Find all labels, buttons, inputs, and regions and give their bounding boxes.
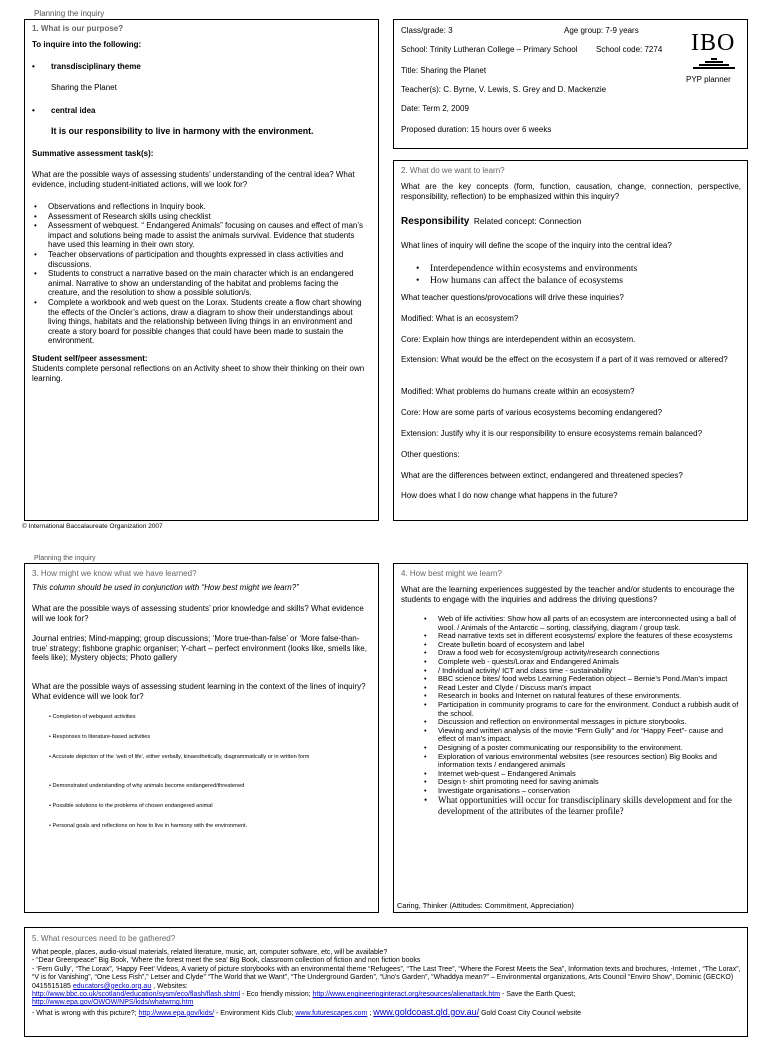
list-item: • Designing of a poster communicating our responsibility to the environment.: [422, 744, 740, 753]
list-item: • Research in books and Internet on natural features of these environments.: [422, 692, 740, 701]
key-concept: [401, 211, 581, 229]
best-learn-box: [393, 563, 748, 913]
unit-date: Date: Term 2, 2009: [401, 104, 469, 113]
summative-task-list: [32, 202, 367, 346]
copyright: © International Baccalaureate Organization 2007: [22, 523, 163, 530]
learning-experiences-list: [422, 615, 740, 817]
epa-whatwrng-link[interactable]: http://www.epa.gov/OWOW/NPS/kids/whatwrng.htm: [32, 999, 194, 1007]
theme-label: transdisciplinary theme: [51, 62, 141, 71]
list-item: • Teacher observations of participation and thoughts expressed in class activities and discussions.: [32, 250, 367, 269]
page-header: Planning the inquiry: [34, 9, 105, 18]
learned-box: [24, 563, 379, 913]
prior-knowledge-answer: Journal entries; Mind-mapping; group discussions; ‘More true-than-false’ or ‘More false-than-true’ strategy; fishbone graphic organiser; Y-chart – perfect environment (looks like, smells like, feels like); Mystery objects; Photo gallery: [32, 634, 367, 663]
best-learn-heading: 4. How best might we learn?: [401, 569, 502, 578]
summative-question: What are the possible ways of assessing students’ understanding of the central idea? What evidence, including student-initiated actions, will we look for?: [32, 170, 355, 189]
question-item: Extension: Justify why it is our responsibility to ensure ecosystems remain balanced?: [401, 429, 703, 438]
concepts-question: What are the key concepts (form, function, causation, change, connection, perspective, responsibility, reflection) to be emphasized within this inquiry?: [401, 182, 741, 201]
list-item: • Viewing and written analysis of the movie “Fern Gully” and /or “Happy Feet”- cause and effect of man’s impact.: [422, 727, 740, 744]
purpose-box: [24, 19, 379, 521]
related-concept: Related concept: Connection: [473, 216, 582, 226]
age-group: Age group: 7-9 years: [564, 26, 639, 35]
peer-heading: Student self/peer assessment:: [32, 354, 148, 363]
list-item: • / Individual activity/ ICT and class time - sustainability: [422, 667, 740, 676]
learned-heading: 3. How might we know what we have learned?: [32, 569, 197, 578]
provocations-question: What teacher questions/provocations will drive these inquiries?: [401, 293, 624, 302]
question-item: Core: Explain how things are interdependent within an ecosystem.: [401, 335, 636, 344]
proposed-duration: Proposed duration: 15 hours over 6 weeks: [401, 125, 552, 134]
list-item: • Internet web-quest – Endangered Animals: [422, 770, 740, 779]
list-item: • Exploration of various environmental websites (see resources section) Big Books and information texts / endangered animals: [422, 753, 740, 770]
resources-websites-3: - What is wrong with this picture?; http://www.epa.gov/kids/ - Environment Kids Club; www.futurescapes.com ; www.goldcoast.qld.gov.au/ Gold Coast City Council website: [32, 1006, 582, 1017]
central-bullet: •: [32, 106, 35, 115]
lines-assessment-question: What are the possible ways of assessing student learning in the context of the lines of inquiry? What evidence will we look for?: [32, 682, 366, 701]
list-item: • Read narrative texts set in different ecosystems/ explore the features of these ecosystems: [422, 632, 740, 641]
list-item: • Web of life activities: Show how all parts of an ecosystem are interconnected using a ball of wool. / Animals of the Antarctic – sorting, classifying, diagram / group task.: [422, 615, 740, 632]
list-item: • Students to construct a narrative based on the main character which is an endangered animal. Narrative to show an understanding of the habitat and problems facing the creature, and the resolution to show a possible solution/s.: [32, 269, 367, 298]
list-item: • How humans can affect the balance of ecosystems: [414, 275, 637, 287]
lines-question: What lines of inquiry will define the scope of the inquiry into the central idea?: [401, 241, 672, 250]
class-grade: Class/grade: 3: [401, 26, 453, 35]
list-item: • Assessment of webquest. “ Endangered Animals” focusing on causes and effect of man’s impact and solutions being made to assist the animals survival. Evidence that students have used this learning in their own story.: [32, 221, 367, 250]
list-item: • Create bulletin board of ecosystem and label: [422, 641, 740, 650]
purpose-heading: 1. What is our purpose?: [32, 24, 124, 33]
key-concept-name: Responsibility: [401, 216, 470, 227]
central-idea-value: It is our responsibility to live in harmony with the environment.: [51, 126, 314, 136]
gecko-email-link[interactable]: educators@gecko.org.au: [72, 982, 152, 990]
question-item: Extension: What would be the effect on the ecosystem if a part of it was removed or altered?: [401, 355, 728, 364]
resources-websites: http://www.bbc.co.uk/scotland/education/sysm/eco/flash/flash.shtml - Eco friendly mission; http://www.engineeringinteract.org/resources/alienattack.htm - Save the Earth Quest;: [32, 991, 576, 999]
assessment-item: • Completion of webquest activities: [49, 714, 136, 720]
list-item: • Draw a food web for ecosystem/group activity/research connections: [422, 649, 740, 658]
learner-profile-attributes: Caring, Thinker (Attitudes: Commitment, Appreciation): [397, 901, 574, 910]
list-item: • Participation in community programs to care for the environment. Conduct a rubbish audit of the school.: [422, 701, 740, 718]
prior-knowledge-question: What are the possible ways of assessing students’ prior knowledge and skills? What evidence will we look for?: [32, 604, 364, 623]
peer-text: Students complete personal reflections on an Activity sheet to show their thinking on their own learning.: [32, 364, 365, 383]
unit-title: Title: Sharing the Planet: [401, 66, 487, 75]
epa-kids-link[interactable]: http://www.epa.gov/kids/: [138, 1009, 215, 1017]
resources-heading: 5. What resources need to be gathered?: [32, 934, 176, 943]
school-code: School code: 7274: [596, 45, 663, 54]
assessment-item: • Responses to literature-based activities: [49, 734, 151, 740]
list-item: • Complete a workbook and web quest on the Lorax. Students create a flow chart showing the effects of the Oncler’s actions, draw a diagram to show their understandings about living things, habitats and the relationship between living things in an environment and create a story board for possible changes that could have been made to sustain the environment.: [32, 298, 367, 346]
list-item: • What opportunities will occur for transdisciplinary skills development and for the development of the attributes of the learner profile?: [422, 795, 740, 817]
assessment-item: • Personal goals and reflections on how to live in harmony with the environment.: [49, 823, 248, 829]
purpose-intro: To inquire into the following:: [32, 40, 142, 49]
alien-attack-link[interactable]: http://www.engineeringinteract.org/resources/alienattack.htm: [312, 991, 501, 999]
resources-books: - “Dear Greenpeace” Big Book, ‘Where the forest meet the sea’ Big Book, classroom collection of fiction and non fiction books: [32, 957, 421, 965]
resources-box: [24, 927, 748, 1037]
list-item: • Discussion and reflection on environmental messages in picture storybooks.: [422, 718, 740, 727]
assessment-item: • Accurate depiction of the ‘web of life’, either verbally, kinaesthetically, diagrammatically or in written form: [49, 754, 310, 760]
theme-bullet: •: [32, 62, 35, 71]
list-item: • Interdependence within ecosystems and environments: [414, 263, 637, 275]
resources-question: What people, places, audio-visual materials, related literature, music, art, computer software, etc, will be available?: [32, 949, 388, 956]
resources-body: [32, 949, 744, 1018]
lines-of-inquiry-list: [414, 263, 637, 287]
list-item: • Complete web - quests/Lorax and Endangered Animals: [422, 658, 740, 667]
goldcoast-link[interactable]: www.goldcoast.qld.gov.au/: [373, 1006, 480, 1017]
learn-box: [393, 160, 748, 521]
question-item: What are the differences between extinct, endangered and threatened species?: [401, 471, 683, 480]
teachers: Teacher(s): C. Byrne, V. Lewis, S. Grey and D. Mackenzie: [401, 85, 607, 94]
ibo-logo-icon: [691, 58, 737, 70]
theme-value: Sharing the Planet: [51, 83, 117, 92]
page-header: Planning the inquiry: [34, 555, 96, 562]
assessment-item: • Demonstrated understanding of why animals become endangered/threatened: [49, 783, 245, 789]
list-item: • Read Lester and Clyde / Discuss man’s impact: [422, 684, 740, 693]
resources-media: - ‘Fern Gully’, “The Lorax”, ‘Happy Feet’ Videos, A variety of picture storybooks with an environmental theme “Refugees”, “The Last Tree”, “Where the Forest Meets the Sea”, Information texts and brochures, -Internet , “The Lorax”, “V is for Vanishing”, “One Less Fish”,” Letser and Clyde” “The World that we Want”, “The Underground Garden”, “Uno’s Garden”, “Whaddya mean?” – Environmental organizations, Arts Council “Enviro Show”, Dominic (GECKO) 0415515185 educators@gecko.org.au , Websites:: [32, 965, 741, 990]
ibo-logo: IBO: [691, 30, 736, 56]
assessment-item: • Possible solutions to the problems of chosen endangered animal: [49, 803, 213, 809]
page-separator: [0, 538, 768, 556]
learned-note: This column should be used in conjunction with “How best might we learn?”: [32, 583, 299, 592]
list-item: • BBC science bites/ food webs Learning Federation object – Bernie’s Pond./Man’s impact: [422, 675, 740, 684]
list-item: • Design t- shirt promoting need for saving animals: [422, 778, 740, 787]
list-item: • Investigate organisations – conservation: [422, 787, 740, 796]
futurescapes-link[interactable]: www.futurescapes.com: [295, 1009, 368, 1017]
question-item: How does what I do now change what happens in the future?: [401, 491, 618, 500]
list-item: • Observations and reflections in Inquiry book.: [32, 202, 367, 212]
school-name: School: Trinity Lutheran College – Primary School: [401, 45, 578, 54]
summative-heading: Summative assessment task(s):: [32, 149, 154, 158]
best-learn-question: What are the learning experiences suggested by the teacher and/or students to encourage the students to engage with the inquiries and address the driving questions?: [401, 585, 735, 604]
list-item: • Assessment of Research skills using checklist: [32, 212, 367, 222]
learn-heading: 2. What do we want to learn?: [401, 166, 505, 175]
central-idea-label: central idea: [51, 106, 96, 115]
bbc-eco-link[interactable]: http://www.bbc.co.uk/scotland/education/sysm/eco/flash/flash.shtml: [32, 991, 241, 999]
question-item: Modified: What problems do humans create within an ecosystem?: [401, 387, 635, 396]
question-item: Modified: What is an ecosystem?: [401, 314, 519, 323]
question-item: Core: How are some parts of various ecosystems becoming endangered?: [401, 408, 663, 417]
pyp-planner-label: PYP planner: [686, 75, 731, 84]
question-item: Other questions:: [401, 450, 460, 459]
unit-info-box: [393, 19, 748, 149]
